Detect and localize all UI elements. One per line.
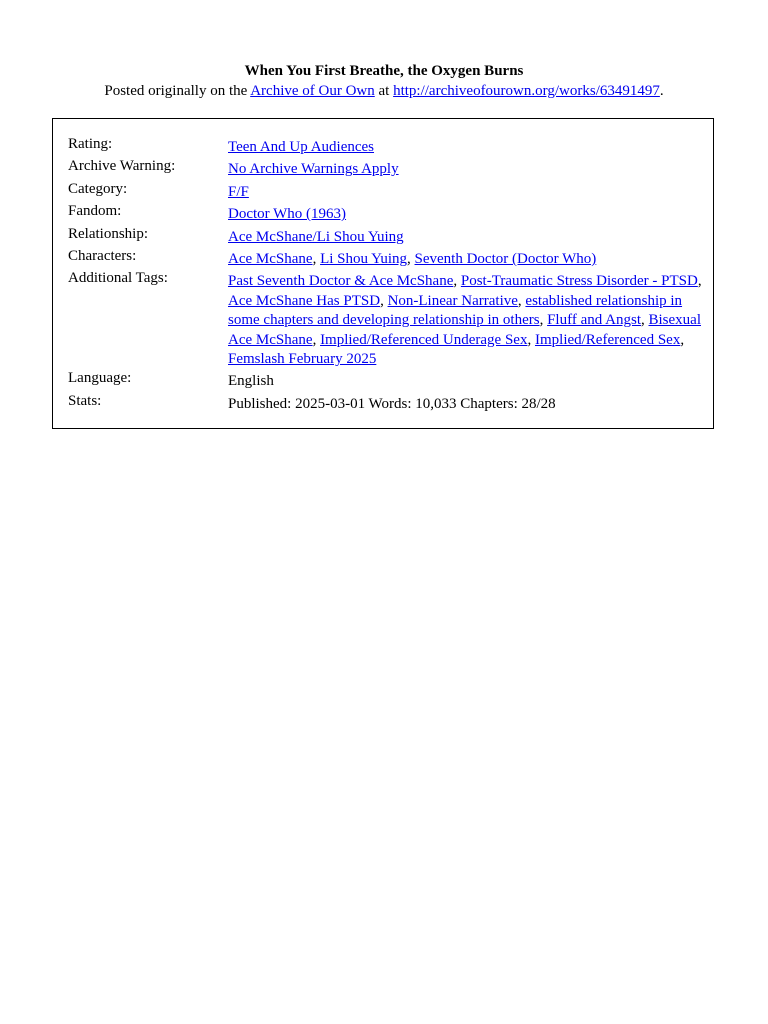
tag-link[interactable]: Ace McShane Has PTSD (228, 292, 381, 309)
tag-link[interactable]: established relationship in some chapters and developing relationship in others (228, 292, 683, 329)
meta-row-tags (68, 269, 702, 369)
tag-link[interactable]: Bisexual Ace McShane (228, 312, 701, 348)
meta-row-warning (68, 157, 702, 179)
warning-link[interactable]: No Archive Warnings Apply (228, 161, 399, 178)
relationship-link[interactable]: Ace McShane/Li Shou Yuing (228, 228, 404, 245)
posted-prefix: Posted originally on the (104, 83, 251, 99)
language-label: Language: (68, 370, 132, 387)
warning-label: Archive Warning: (68, 158, 176, 175)
work-title: When You First Breathe, the Oxygen Burns (244, 63, 524, 79)
meta-row-language (68, 369, 702, 391)
characters-value: Ace McShane, Li Shou Yuing, Seventh Doctor (Doctor Who) (228, 251, 597, 268)
meta-row-relationship (68, 225, 702, 247)
rating-label: Rating: (68, 136, 113, 152)
posted-suffix: . (659, 83, 664, 99)
archive-link[interactable]: Archive of Our Own (250, 83, 375, 99)
character-link[interactable]: Ace McShane (228, 251, 313, 268)
relationship-value (228, 225, 702, 247)
tags-value: Past Seventh Doctor & Ace McShane, Post-Traumatic Stress Disorder - PTSD, Ace McShane Has PTSD, Non-Linear Narrative, established relationship in some chapters and developing relationship in others, Fluff and Angst, Bisexual Ace McShane, Implied/Referenced Underage Sex, Implied/Referenced Sex, Femslash February 2025 (228, 273, 702, 368)
tag-link[interactable]: Fluff and Angst (547, 312, 641, 329)
character-link[interactable]: Li Shou Yuing (320, 251, 408, 268)
rating-value (228, 135, 702, 157)
character-link[interactable]: Seventh Doctor (Doctor Who) (414, 251, 597, 268)
stats-label: Stats: (68, 392, 102, 409)
work-url-link[interactable]: http://archiveofourown.org/works/63491497 (393, 83, 660, 99)
tag-link[interactable]: Implied/Referenced Underage Sex (320, 331, 528, 348)
meta-row-rating (68, 135, 702, 157)
work-meta-box (52, 118, 714, 429)
language-value: English (228, 373, 274, 390)
characters-label: Characters: (68, 248, 137, 265)
rating-link[interactable]: Teen And Up Audiences (228, 139, 375, 155)
posted-line (0, 81, 768, 101)
meta-row-category (68, 180, 702, 202)
meta-row-characters (68, 247, 702, 269)
fandom-value (228, 202, 702, 224)
meta-row-fandom (68, 202, 702, 224)
fandom-link[interactable]: Doctor Who (1963) (228, 206, 347, 223)
tags-label: Additional Tags: (68, 270, 168, 287)
fandom-label: Fandom: (68, 203, 122, 220)
tag-link[interactable]: Non-Linear Narrative (387, 292, 518, 309)
warning-value (228, 157, 702, 179)
tag-link[interactable]: Femslash February 2025 (228, 351, 377, 368)
tag-link[interactable]: Implied/Referenced Sex (534, 331, 681, 348)
posted-mid: at (374, 83, 394, 99)
meta-table (68, 135, 702, 414)
category-link[interactable]: F/F (228, 183, 249, 200)
category-value (228, 180, 702, 202)
category-label: Category: (68, 180, 128, 197)
meta-row-stats (68, 392, 702, 414)
tag-link[interactable]: Past Seventh Doctor & Ace McShane (228, 273, 454, 290)
tag-link[interactable]: Post-Traumatic Stress Disorder - PTSD (460, 273, 698, 290)
stats-value: Published: 2025-03-01 Words: 10,033 Chapters: 28/28 (228, 395, 556, 412)
relationship-label: Relationship: (68, 225, 148, 242)
